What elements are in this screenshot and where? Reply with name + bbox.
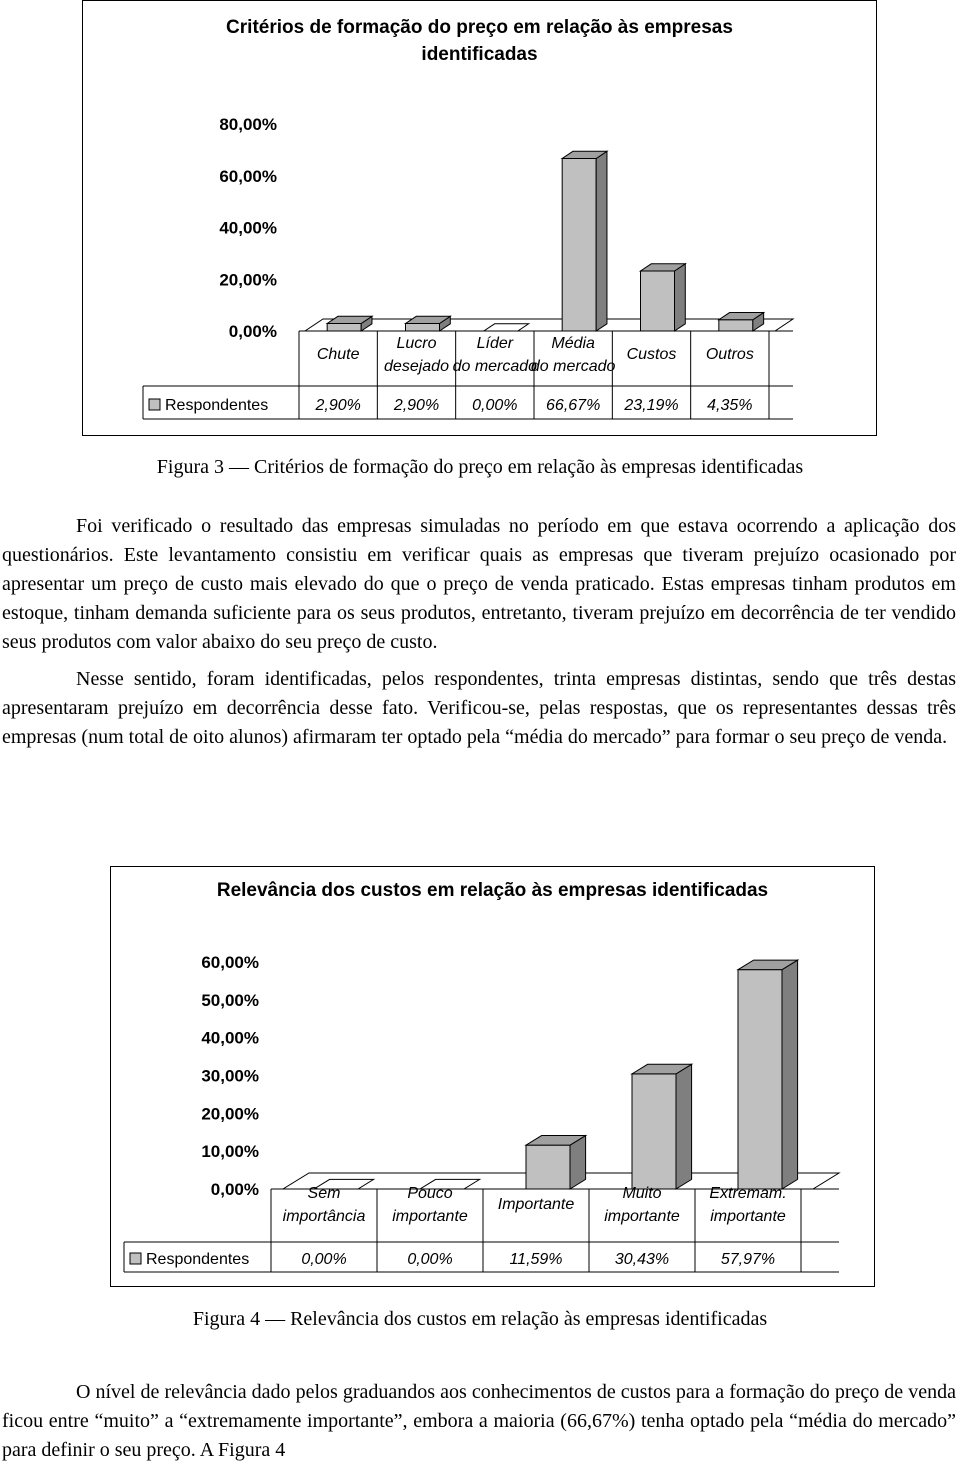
y-tick-label: 0,00% [228, 322, 277, 341]
figure-4-caption: Figura 4 — Relevância dos custos em relação às empresas identificadas [192, 1308, 768, 1330]
y-tick-label: 20,00% [219, 270, 277, 290]
category-label: Extremam. [709, 1185, 787, 1202]
paragraph: Nesse sentido, foram identificadas, pelos respondentes, trinta empresas distintas, sendo que três destas apresentaram prejuízo em decorrência desse fato. Verificou-se, pelas respostas, que os representantes dessas três empresas (num total de oito alunos) afirmaram ter optado pela “média do mercado” para formar o seu preço de venda. [2, 668, 956, 748]
bar-side [596, 151, 607, 331]
chart-title: Relevância dos custos em relação às empresas identificadas [216, 880, 769, 901]
data-label: 30,43% [614, 1251, 670, 1268]
y-tick-label: 0,00% [210, 1180, 259, 1199]
chart-figure-3 [82, 0, 877, 436]
chart-plot [111, 867, 874, 1286]
paragraph: O nível de relevância dado pelos graduandos aos conhecimentos de custos para a formação do preço de venda ficou entre “muito” a “extremamente importante”, embora a maioria (66,67%) tenha optado pela “média do mercado” para definir o seu preço. A Figura 4 [2, 1381, 956, 1461]
y-tick-label: 20,00% [201, 1104, 259, 1124]
figure-3-caption: Figura 3 — Critérios de formação do preço em relação às empresas identificadas [156, 456, 804, 478]
category-label: do mercado [530, 358, 616, 375]
y-tick-label: 30,00% [201, 1066, 259, 1086]
bar [406, 323, 440, 331]
data-label: 66,67% [546, 397, 601, 414]
bar-side [675, 264, 686, 331]
data-label: 23,19% [624, 397, 679, 414]
category-label: Lucro [396, 335, 437, 352]
data-label: 4,35% [707, 397, 753, 414]
category-label: desejado [384, 358, 449, 375]
data-label: 2,90% [393, 397, 440, 414]
data-label: 0,00% [407, 1251, 453, 1268]
chart-figure-4 [110, 866, 875, 1287]
category-label: importante [392, 1208, 468, 1225]
legend-label: Respondentes [165, 397, 269, 414]
legend-key [149, 399, 160, 410]
data-label: 57,97% [720, 1251, 776, 1268]
category-label: Sem [307, 1185, 341, 1202]
y-tick-label: 80,00% [219, 115, 277, 134]
y-tick-label: 50,00% [201, 990, 259, 1010]
category-label: Líder [476, 335, 514, 352]
bar [632, 1074, 676, 1189]
chart-title: Critérios de formação do preço em relação às empresas identificadas [226, 17, 733, 65]
y-tick-label: 60,00% [201, 953, 259, 972]
category-label: Pouco [407, 1185, 453, 1202]
data-label: 0,00% [301, 1251, 347, 1268]
bar [641, 271, 675, 331]
bar [562, 158, 596, 331]
y-tick-label: 40,00% [201, 1028, 259, 1048]
category-label: importância [282, 1208, 366, 1225]
category-label: Média [551, 335, 595, 352]
bar [327, 323, 361, 331]
bar [738, 970, 782, 1189]
bar-side [782, 960, 798, 1189]
y-tick-label: 40,00% [219, 218, 277, 238]
y-tick-label: 10,00% [201, 1142, 259, 1162]
chart-plot [83, 1, 876, 435]
category-label: Muito [622, 1185, 662, 1202]
body-text-1 [2, 512, 956, 752]
bar [719, 320, 753, 331]
legend-key [130, 1253, 141, 1264]
category-label: Custos [626, 346, 677, 363]
data-label: 11,59% [509, 1251, 563, 1268]
bar [526, 1145, 570, 1189]
data-label: 2,90% [315, 397, 361, 414]
y-tick-label: 60,00% [219, 166, 277, 186]
data-label: 0,00% [472, 397, 518, 414]
category-label: Outros [705, 346, 754, 363]
category-label: Importante [497, 1196, 575, 1213]
category-label: importante [710, 1208, 786, 1225]
bar-top [484, 324, 529, 331]
bar-side [676, 1064, 692, 1189]
paragraph: Foi verificado o resultado das empresas simuladas no período em que estava ocorrendo a aplicação dos questionários. Este levantamento consistiu em verificar quais as empresas que tiveram prejuízo ocasionado por apresentar um preço de custo mais elevado do que o preço de venda praticado. Estas empresas tinham produtos em estoque, tinham demanda suficiente para os seus produtos, entretanto, tiveram prejuízo em decorrência de ter vendido seus produtos com valor abaixo do seu preço de custo. [2, 515, 956, 653]
category-label: do mercado [452, 358, 538, 375]
category-label: importante [604, 1208, 680, 1225]
legend-label: Respondentes [146, 1251, 250, 1268]
body-text-2 [2, 1378, 956, 1465]
category-label: Chute [316, 346, 360, 363]
